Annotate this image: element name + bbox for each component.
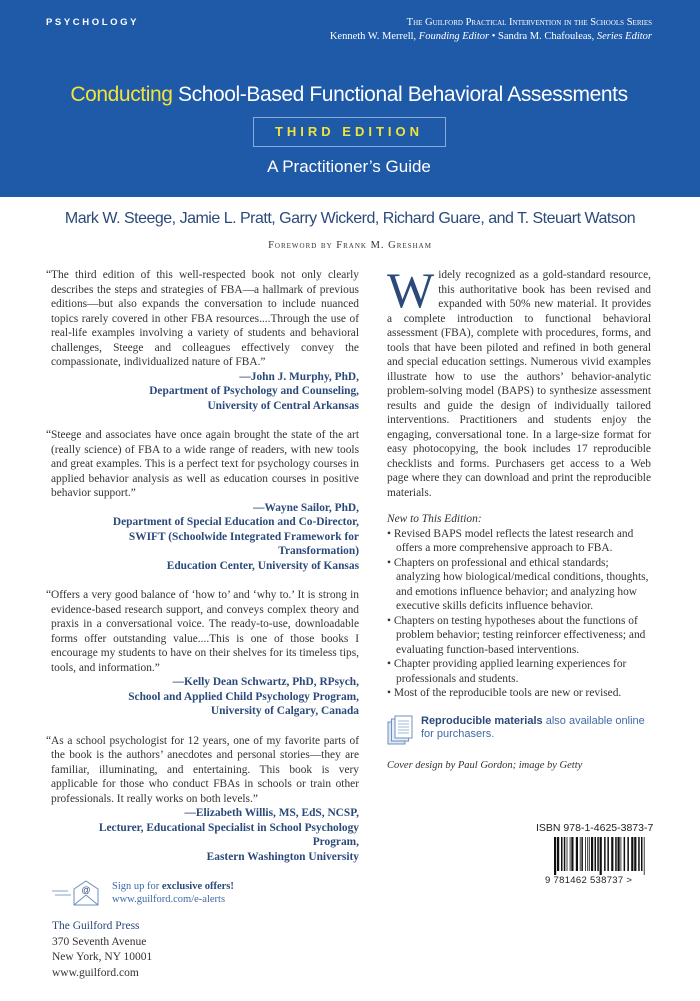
header-top-row [46,16,652,44]
list-item: • Revised BAPS model reflects the latest research and offers a more comprehensive approach to FBA. [387,527,634,554]
list-item: • Most of the reproducible tools are new or revised. [387,687,622,699]
isbn-label: ISBN 978-1-4625-3873-7 [536,821,654,834]
svg-text:@: @ [81,885,91,895]
authors: Mark W. Steege, Jamie L. Pratt, Garry Wickerd, Richard Guare, and T. Steuart Watson [64,210,636,227]
body-columns [0,252,700,1001]
quote-attribution: —John J. Murphy, PhD, [239,370,359,383]
quote-attribution: Department of Special Education and Co-Director, [112,516,359,528]
barcode-bar [571,837,573,871]
quote-attribution: SWIFT (Schoolwide Integrated Framework for Transformation) [128,530,359,557]
description-body: idely recognized as a gold-standard resource, this authoritative book has been revised and expanded with 50% new material. It provides a complete introduction to functional behavioral assessment (FBA), complete with procedures, forms, and tools that have been piloted and refined in both general and special education settings. Numerous vivid examples illustrate how to use the authors’ behavior-analytic problem-solving model (BAPS) to synthesize assessment results and guide the design of individually tailored interventions. Practitioners and students enjoy the engaging, conversational tone. In a large-size format for easy photocopying, the book includes 17 reproducible checklists and forms. Purchasers get access to a Web page where they can download and print the reproducible materials. [387,269,651,499]
barcode-bar [627,837,629,871]
quote-attribution: University of Central Arkansas [207,399,359,412]
publisher-name: The Guilford Press [52,920,140,932]
series-editors [330,30,652,44]
barcode-bar [585,837,586,871]
barcode-bar [591,837,593,871]
founding-editor-role: Founding Editor [418,31,490,42]
barcode-bar [600,837,602,875]
reproducible-rest: also available online for purchasers. [421,714,645,740]
book-description [387,262,654,981]
signup-offer [46,879,359,907]
publisher-city: New York, NY 10001 [52,951,153,963]
cover-header-band [0,0,700,197]
description-text [387,262,651,500]
quote-attribution: —Kelly Dean Schwartz, PhD, RPsych, [172,676,359,688]
email-envelope-icon [52,879,108,907]
quote-attribution: Lecturer, Educational Specialist in School Psychology Program, [98,821,359,848]
book-subtitle: A Practitioner’s Guide [267,157,431,176]
series-name: The Guilford Practical Intervention in the Schools Series [406,17,652,28]
barcode-bar [607,837,609,871]
endorsement-quote [46,734,359,865]
barcode-bar [634,837,636,871]
documents-icon [387,715,413,745]
reproducible-bold: Reproducible materials [421,714,543,727]
barcode-bar [567,837,568,871]
barcode-bar [644,837,645,875]
barcode-bar [589,837,590,871]
barcode [554,837,646,875]
barcode-bar [576,837,578,871]
barcode-bar [621,837,622,871]
barcode-bar [580,837,581,871]
barcode-bar [641,837,643,871]
endorsements [46,268,359,864]
title-highlight: Conducting [70,83,173,106]
publisher-web[interactable]: www.guilford.com [52,966,139,979]
isbn-block [536,821,654,887]
publisher-street: 370 Seventh Avenue [52,935,147,948]
barcode-bar [570,837,571,871]
quote-attribution: School and Applied Child Psychology Program, [128,690,359,703]
signup-link[interactable]: www.guilford.com/e-alerts [112,894,226,905]
barcode-bar [581,837,583,871]
quote-attribution: Department of Psychology and Counseling, [149,385,359,397]
edition-badge: THIRD EDITION [253,117,446,147]
cover-credit: Cover design by Paul Gordon; image by Getty [387,759,583,771]
signup-pre: Sign up for [112,881,162,892]
endorsement-quote [46,588,359,719]
barcode-bar [638,837,640,871]
quote-attribution: University of Calgary, Canada [210,705,359,717]
new-edition-list [387,527,651,701]
barcode-bar [631,837,633,871]
list-item: • Chapters on testing hypotheses about the functions of problem behavior; testing reinforcer effectiveness; and evaluating function-based interventions. [387,614,646,656]
quote-attribution: —Elizabeth Willis, MS, EdS, NCSP, [184,807,359,819]
barcode-bar [561,837,563,871]
barcode-bar [564,837,566,871]
endorsement-quote [46,268,359,413]
drop-cap: W [387,262,435,318]
foreword: Foreword by Frank M. Gresham [268,240,432,251]
separator: • [491,31,496,42]
series-editor-role: Series Editor [596,31,652,42]
barcode-bar [554,837,556,875]
title-rest: School-Based Functional Behavioral Assessments [172,83,628,106]
quote-text: “Steege and associates have once again brought the state of the art (really science) of FBA to a wide range of readers, with new tools and great examples. This is a perfect text for psychology courses in applied behavior analysis as well as education courses in positive behavior support.” [46,429,359,499]
book-title [46,82,652,107]
reproducible-note [387,715,651,745]
series-info [330,16,652,44]
barcode-bar [595,837,597,871]
barcode-bar [597,837,599,871]
barcode-digits: 9 781462 538737 > [545,874,633,886]
quote-text: “The third edition of this well-respected book not only clearly describes the steps and strategies of FBA—a hallmark of previous editions—but also expands the conversation to include nuanced topics rarely covered in other FBA resources....Through the use of real-life examples involving a variety of students and behavioral challenges, Steege and colleagues effectively convey the compassionate, individualized nature of FBA.” [46,269,359,368]
founding-editor: Kenneth W. Merrell, [329,31,417,42]
barcode-bar [615,837,617,871]
category-label: PSYCHOLOGY [46,17,140,28]
new-edition-label: New to This Edition: [387,513,482,525]
signup-bold: exclusive offers! [161,881,234,892]
list-item: • Chapter providing applied learning experiences for professionals and students. [387,658,627,685]
quote-text: “As a school psychologist for 12 years, one of my favorite parts of the book is the authors’ anecdotes and personal stories—they are familiar, illuminating, and entertaining. This book is very applicable for those who conduct FBAs in schools or train other professionals. It really works on both levels.” [46,734,359,805]
barcode-bar [557,837,559,871]
barcode-bar [611,837,613,871]
signup-text [112,880,234,906]
endorsement-quote [46,428,359,573]
barcode-bar [604,837,606,871]
barcode-bar [618,837,620,871]
series-editor: Sandra M. Chafouleas, [498,31,595,42]
quote-attribution: —Wayne Sailor, PhD, [253,501,359,514]
reproducible-text [421,715,651,742]
left-column [46,268,359,981]
publisher-address [46,919,359,981]
barcode-bar [587,837,588,871]
list-item: • Chapters on professional and ethical standards; analyzing how biological/medical conditions, thoughts, and emotions influence behavior; and analyzing how executive skills deficits influence behavior. [387,556,649,612]
quote-attribution: Eastern Washington University [206,850,359,863]
quote-attribution: Education Center, University of Kansas [166,559,359,572]
barcode-bar [624,837,626,871]
quote-text: “Offers a very good balance of ‘how to’ and ‘why to.’ It is strong in evidence-based research support, and conveys complex theory and praxis in a conversational voice. The ready-to-use, downloadable forms offer outstanding value....This is one of those books I encourage my students to have on their shelves for its timeless tips, tools, and information.” [46,589,359,674]
